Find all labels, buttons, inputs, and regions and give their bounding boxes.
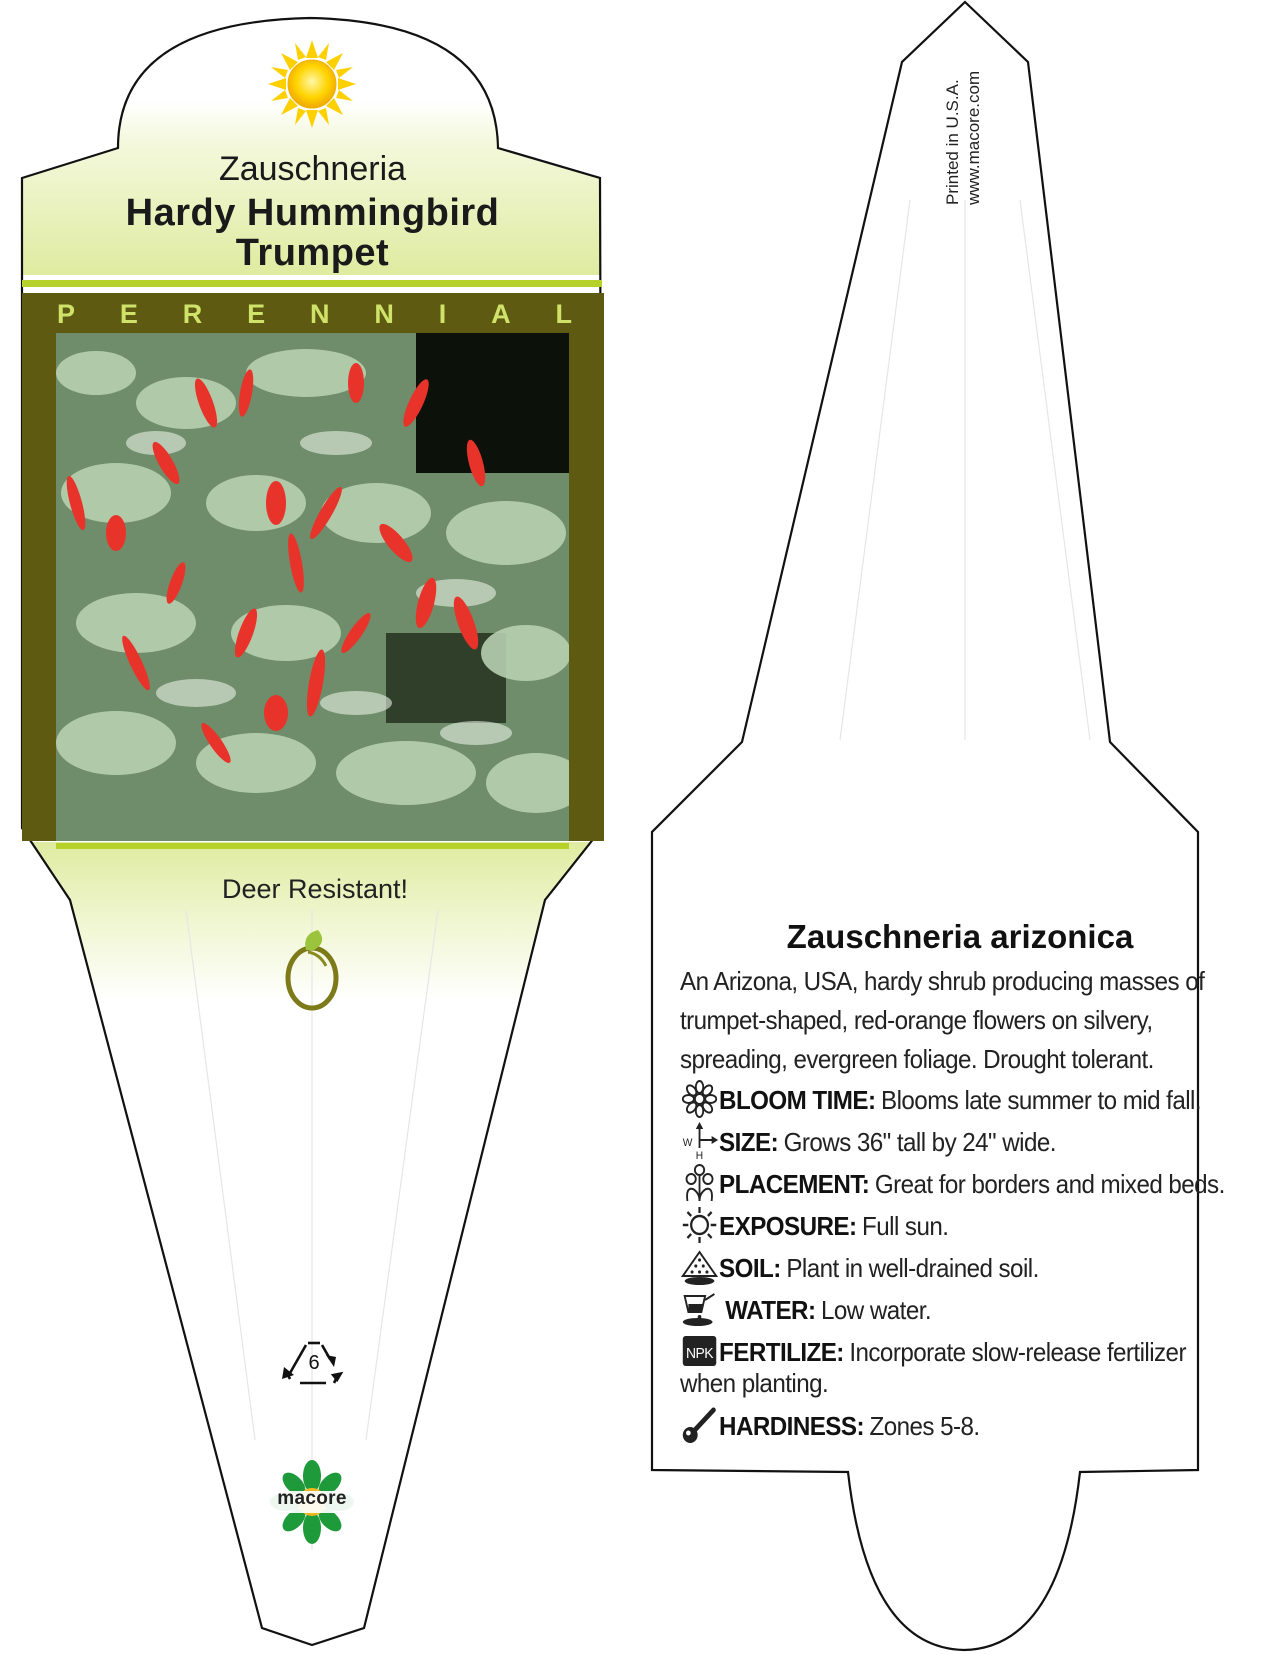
- attr-label: WATER:: [725, 1295, 816, 1325]
- attr-value: Grows 36" tall by 24" wide.: [783, 1127, 1056, 1157]
- npk-icon: [680, 1331, 719, 1371]
- print-note: [942, 71, 984, 205]
- attr-value: Full sun.: [862, 1211, 949, 1241]
- attr-value: Plant in well-drained soil.: [786, 1253, 1039, 1283]
- attr-label: EXPOSURE:: [719, 1211, 857, 1241]
- brand-name: macore: [277, 1488, 347, 1509]
- plant-type-band: [23, 295, 606, 333]
- water-icon: [680, 1289, 719, 1329]
- bloom-icon: [680, 1079, 719, 1119]
- attr-hardiness: [680, 1405, 1247, 1447]
- care-info: [680, 918, 1240, 1447]
- type-letter: N: [374, 299, 394, 329]
- attr-label: HARDINESS:: [719, 1411, 864, 1441]
- attr-soil: [680, 1247, 1247, 1289]
- type-letter: P: [57, 299, 76, 329]
- type-letter: E: [247, 299, 266, 329]
- attr-label: PLACEMENT:: [719, 1169, 870, 1199]
- type-letter: R: [182, 299, 203, 329]
- attr-label: SIZE:: [719, 1127, 779, 1157]
- recycle-number: 6: [308, 1352, 320, 1374]
- fertilize-continued: when planting.: [680, 1368, 829, 1398]
- attr-exposure: [680, 1205, 1247, 1247]
- sun-icon: [680, 1205, 719, 1245]
- plant-photo: [56, 333, 569, 841]
- type-letter: N: [309, 299, 330, 329]
- npk-text: NPK: [686, 1345, 714, 1363]
- attr-size: [680, 1121, 1247, 1163]
- size-icon-h: H: [695, 1149, 703, 1160]
- attr-bloom-time: [680, 1079, 1247, 1121]
- feature-deer-resistant: Deer Resistant!: [221, 874, 409, 904]
- common-name-line2: Trumpet: [235, 232, 390, 274]
- plant-description: An Arizona, USA, hardy shrub producing masses of trumpet-shaped, red-orange flowers on silvery, spreading, evergreen foliage. Drought tolerant.: [680, 966, 1205, 1074]
- attr-value: Incorporate slow-release fertilizer: [849, 1337, 1186, 1367]
- size-icon: [680, 1121, 719, 1161]
- size-icon-w: W: [682, 1136, 692, 1150]
- plant-genus: Zauschneria: [218, 150, 407, 188]
- attr-value: Zones 5-8.: [869, 1411, 980, 1441]
- attr-placement: [680, 1163, 1247, 1205]
- website-text: www.macore.com: [964, 70, 983, 205]
- attr-value: Great for borders and mixed beds.: [874, 1169, 1225, 1199]
- full-sun-icon: [268, 40, 356, 128]
- attr-water: [680, 1289, 1247, 1331]
- printed-in-text: Printed in U.S.A.: [943, 79, 962, 205]
- common-name-line1: Hardy Hummingbird: [125, 192, 500, 234]
- placement-icon: [680, 1163, 719, 1203]
- thermometer-icon: [680, 1405, 719, 1445]
- latin-name: Zauschneria arizonica: [786, 918, 1134, 955]
- type-letter: A: [491, 299, 511, 329]
- attr-label: FERTILIZE:: [719, 1337, 844, 1367]
- type-letter: L: [555, 299, 572, 329]
- soil-icon: [680, 1247, 719, 1287]
- attr-label: SOIL:: [719, 1253, 781, 1283]
- attr-value: Low water.: [821, 1295, 932, 1325]
- type-letter: E: [119, 299, 138, 329]
- attr-value: Blooms late summer to mid fall.: [881, 1085, 1202, 1115]
- type-letter: I: [438, 299, 447, 329]
- attr-label: BLOOM TIME:: [719, 1085, 876, 1115]
